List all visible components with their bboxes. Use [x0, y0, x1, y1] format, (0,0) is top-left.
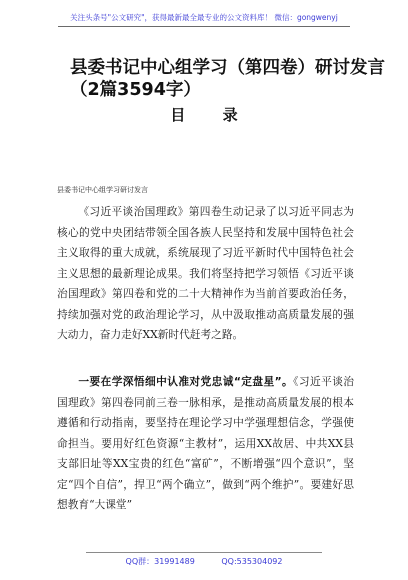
contact-footer [0, 556, 408, 567]
toc-section-label: 县委书记中心组学习研讨发言 [57, 186, 148, 194]
body-paragraph-1: 《习近平谈治国理政》第四卷生动记录了以习近平同志为核心的党中央团结带领全国各族人民坚持和发展中国特色社会主义取得的重大成就，系统展现了习近平新时代中国特色社会主义思想的最新理论成果。我们将坚持把学习领悟《习近平谈治国理政》第四卷和党的二十大精神作为当前首要政治任务，持续加强对党的政治理论学习，从中汲取推动高质量发展的强大动力，奋力走好XX新时代赶考之路。 [57, 205, 354, 341]
footer-divider [86, 552, 322, 553]
document-title [70, 57, 385, 101]
qq-group-text: QQ群：31991489 [125, 557, 195, 566]
paragraph-lead-heading: 一要在学深悟细中认准对党忠诚“定盘星”。 [78, 375, 294, 388]
promo-banner: 关注头条号"公文研究"，获得最新最全最专业的公文资料库！ 微信：gongwenyj [70, 13, 338, 22]
body-paragraph-2 [57, 372, 354, 516]
title-line-2: （2篇3594字） [70, 80, 201, 100]
paragraph-2-body: 《习近平谈治国理政》第四卷同前三卷一脉相承，是推动高质量发展的根本遵循和行动指南，要坚持在理论学习中学强理想信念，学强使命担当。要用好红色资源“主教材”，运用XX故居、中共XX县支部旧址等XX宝贵的红色“富矿”，不断增强“四个意识”，坚定“四个自信”，捍卫“两个确立”，做到“两个维护”。要建好思想教育“大课堂” [57, 375, 354, 511]
qq-text: QQ:535304092 [221, 557, 283, 566]
toc-heading: 目 录 [170, 106, 254, 124]
header-divider [58, 26, 350, 27]
title-line-1: 县委书记中心组学习（第四卷）研讨发言 [70, 58, 385, 78]
